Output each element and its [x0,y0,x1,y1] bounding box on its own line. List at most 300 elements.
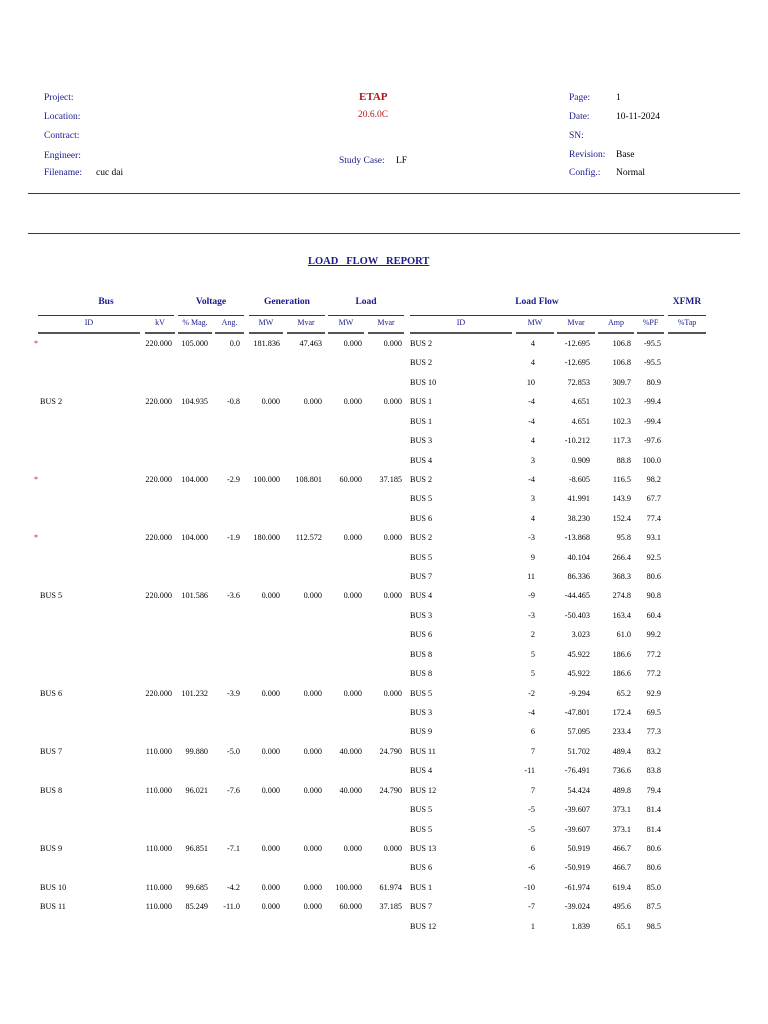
load-mw: 0.000 [343,533,362,542]
flow-pf: 81.4 [646,825,661,834]
voltage-ang: 0.0 [229,339,240,348]
group-generation: Generation [264,297,310,307]
flow-to-id: BUS 4 [410,591,433,600]
header-rule-top [28,193,740,194]
flow-to-id: BUS 8 [410,669,433,678]
bus-kv: 220.000 [145,533,172,542]
gen-mvar: 0.000 [303,591,322,600]
flow-mw: 4 [530,339,535,348]
voltage-ang: -4.2 [227,883,240,892]
flow-mw: -4 [528,475,535,484]
flow-mvar: 3.023 [571,630,590,639]
flow-amp: 368.3 [612,572,631,581]
flow-amp: 736.6 [612,766,631,775]
flow-mw: 7 [530,786,535,795]
flow-amp: 274.8 [612,591,631,600]
flow-mw: -4 [528,417,535,426]
flow-amp: 309.7 [612,378,631,387]
bus-id: BUS 2 [40,397,63,406]
load-mw: 100.000 [335,883,362,892]
flow-mvar: 45.922 [567,669,590,678]
flow-to-id: BUS 5 [410,553,433,562]
flow-mvar: -39.024 [564,902,590,911]
flow-mvar: 0.909 [571,456,590,465]
flow-pf: 85.0 [646,883,661,892]
config-label: Config.: [569,168,601,178]
bus-kv: 220.000 [145,339,172,348]
gen-mvar: 0.000 [303,786,322,795]
flow-amp: 117.3 [612,436,631,445]
flow-pf: 79.4 [646,786,661,795]
flow-pf: 90.8 [646,591,661,600]
location-label: Location: [44,112,81,122]
rule-col-load-mvar [368,332,404,334]
voltage-mag: 85.249 [185,902,208,911]
flow-mvar: 51.702 [567,747,590,756]
flow-to-id: BUS 11 [410,747,436,756]
flow-mvar: 54.424 [567,786,590,795]
rule-col-pf [637,332,664,334]
rule-col-amp [598,332,634,334]
flow-pf: 93.1 [646,533,661,542]
rule-col-lf-id [410,332,512,334]
load-mw: 40.000 [339,786,362,795]
flow-to-id: BUS 2 [410,475,433,484]
voltage-ang: -1.9 [227,533,240,542]
flow-amp: 102.3 [612,417,631,426]
col-load-mvar: Mvar [377,318,395,327]
flow-to-id: BUS 6 [410,514,433,523]
bus-id: BUS 5 [40,591,63,600]
flow-pf: 77.3 [646,727,661,736]
flow-pf: 77.4 [646,514,661,523]
flow-mvar: 1.839 [571,922,590,931]
flow-mw: -10 [524,883,535,892]
flow-to-id: BUS 1 [410,417,433,426]
col-mag: % Mag. [182,318,208,327]
flow-pf: -99.4 [643,397,661,406]
flow-mvar: -39.607 [564,805,590,814]
col-tap: %Tap [677,318,697,327]
page-label: Page: [569,93,591,103]
bus-marker: * [34,533,39,542]
flow-amp: 373.1 [612,805,631,814]
rule-voltage [178,315,244,316]
load-mw: 0.000 [343,339,362,348]
load-mw: 60.000 [339,475,362,484]
flow-mw: 3 [530,494,535,503]
flow-pf: 67.7 [646,494,661,503]
group-load: Load [355,297,377,307]
load-mw: 40.000 [339,747,362,756]
group-xfmr: XFMR [672,297,702,307]
flow-amp: 489.8 [612,786,631,795]
group-bus: Bus [98,297,114,307]
voltage-mag: 104.000 [181,533,208,542]
flow-to-id: BUS 12 [410,786,437,795]
flow-mw: 5 [530,650,535,659]
rule-col-lf-mvar [557,332,595,334]
bus-marker: * [34,475,39,484]
flow-to-id: BUS 13 [410,844,437,853]
flow-to-id: BUS 8 [410,650,433,659]
flow-amp: 495.6 [612,902,631,911]
flow-amp: 186.6 [612,669,631,678]
bus-kv: 110.000 [145,786,172,795]
rule-load-flow [410,315,664,316]
gen-mvar: 0.000 [303,844,322,853]
voltage-mag: 99.880 [185,747,208,756]
bus-kv: 110.000 [145,902,172,911]
flow-mvar: -12.695 [564,339,590,348]
load-mvar: 0.000 [383,339,402,348]
load-mvar: 0.000 [383,689,402,698]
flow-pf: 98.2 [646,475,661,484]
flow-mw: 4 [530,436,535,445]
flow-mvar: 50.919 [567,844,590,853]
load-mvar: 24.790 [379,747,402,756]
voltage-ang: -3.6 [227,591,240,600]
gen-mw: 0.000 [261,844,280,853]
flow-mw: 4 [530,358,535,367]
flow-to-id: BUS 12 [410,922,437,931]
gen-mvar: 47.463 [299,339,322,348]
contract-label: Contract: [44,131,80,141]
gen-mvar: 0.000 [303,689,322,698]
flow-mvar: 57.095 [567,727,590,736]
header-rule-bottom [28,233,740,234]
rule-xfmr [668,315,706,316]
gen-mw: 0.000 [261,786,280,795]
gen-mvar: 0.000 [303,902,322,911]
flow-to-id: BUS 7 [410,572,433,581]
flow-amp: 65.2 [616,689,631,698]
load-mw: 0.000 [343,397,362,406]
rule-col-lf-mw [516,332,554,334]
sn-label: SN: [569,131,584,141]
flow-mvar: -44.465 [564,591,590,600]
flow-pf: 60.4 [646,611,661,620]
flow-mw: 5 [530,669,535,678]
flow-amp: 95.8 [616,533,631,542]
bus-id: BUS 6 [40,689,63,698]
gen-mvar: 112.572 [295,533,322,542]
rule-generation [249,315,325,316]
bus-kv: 110.000 [145,844,172,853]
flow-mw: -5 [528,825,535,834]
voltage-ang: -0.8 [227,397,240,406]
flow-pf: 80.9 [646,378,661,387]
flow-mw: 1 [530,922,535,931]
flow-mvar: 4.651 [571,417,590,426]
flow-pf: 92.5 [646,553,661,562]
flow-mw: -3 [528,611,535,620]
flow-mw: -4 [528,708,535,717]
flow-amp: 233.4 [612,727,631,736]
gen-mvar: 0.000 [303,883,322,892]
flow-to-id: BUS 5 [410,689,433,698]
flow-mvar: -13.868 [564,533,590,542]
flow-mvar: -10.212 [564,436,590,445]
flow-pf: -99.4 [643,417,661,426]
flow-amp: 619.4 [612,883,631,892]
voltage-ang: -5.0 [227,747,240,756]
flow-mw: -4 [528,397,535,406]
voltage-ang: -7.1 [227,844,240,853]
rule-col-tap [668,332,706,334]
flow-mw: 10 [526,378,535,387]
flow-to-id: BUS 5 [410,494,433,503]
flow-mw: 4 [530,514,535,523]
flow-amp: 489.4 [612,747,631,756]
flow-mvar: -50.403 [564,611,590,620]
flow-mw: -6 [528,863,535,872]
flow-pf: 87.5 [646,902,661,911]
load-mw: 0.000 [343,844,362,853]
voltage-mag: 99.685 [185,883,208,892]
filename-label: Filename: [44,168,82,178]
flow-mvar: -8.605 [568,475,590,484]
bus-kv: 110.000 [145,747,172,756]
bus-id: BUS 11 [40,902,66,911]
flow-mvar: -61.974 [564,883,590,892]
app-name: ETAP [359,91,388,103]
voltage-ang: -2.9 [227,475,240,484]
load-mvar: 0.000 [383,397,402,406]
gen-mvar: 0.000 [303,747,322,756]
project-label: Project: [44,93,74,103]
voltage-mag: 104.000 [181,475,208,484]
flow-mw: -3 [528,533,535,542]
flow-mvar: 4.651 [571,397,590,406]
flow-to-id: BUS 9 [410,727,433,736]
flow-to-id: BUS 3 [410,611,433,620]
page-value: 1 [616,93,621,103]
flow-mvar: -9.294 [568,689,590,698]
flow-mw: -2 [528,689,535,698]
group-load-flow: Load Flow [515,297,559,307]
load-mvar: 24.790 [379,786,402,795]
flow-amp: 373.1 [612,825,631,834]
load-mw: 60.000 [339,902,362,911]
flow-mvar: -50.919 [564,863,590,872]
flow-mw: 11 [527,572,535,581]
flow-to-id: BUS 3 [410,708,433,717]
flow-to-id: BUS 10 [410,378,437,387]
flow-to-id: BUS 4 [410,766,433,775]
flow-mw: 6 [530,727,535,736]
bus-id: BUS 8 [40,786,63,795]
flow-to-id: BUS 7 [410,902,433,911]
flow-amp: 466.7 [612,863,631,872]
gen-mvar: 0.000 [303,397,322,406]
flow-amp: 172.4 [612,708,631,717]
voltage-mag: 101.232 [181,689,208,698]
flow-pf: 80.6 [646,572,661,581]
bus-marker: * [34,339,39,348]
flow-mvar: 86.336 [567,572,590,581]
col-amp: Amp [608,318,624,327]
col-lf-mw: MW [527,318,543,327]
flow-mvar: 72.853 [567,378,590,387]
flow-mw: -9 [528,591,535,600]
flow-amp: 106.8 [612,358,631,367]
bus-kv: 220.000 [145,397,172,406]
voltage-ang: -7.6 [227,786,240,795]
flow-mw: 9 [530,553,535,562]
flow-pf: 69.5 [646,708,661,717]
flow-mvar: 40.104 [567,553,590,562]
gen-mw: 0.000 [261,397,280,406]
flow-to-id: BUS 5 [410,825,433,834]
flow-mvar: -39.607 [564,825,590,834]
rule-col-mag [178,332,212,334]
app-version: 20.6.0C [358,110,389,120]
flow-to-id: BUS 6 [410,863,433,872]
col-pf: %PF [642,318,659,327]
flow-pf: -95.5 [643,339,661,348]
date-value: 10-11-2024 [616,112,660,122]
col-id: ID [84,318,94,327]
flow-pf: 92.9 [646,689,661,698]
col-lf-id: ID [456,318,466,327]
rule-col-gen-mvar [287,332,325,334]
flow-pf: 80.6 [646,863,661,872]
rule-col-kv [145,332,175,334]
flow-pf: 80.6 [646,844,661,853]
load-mvar: 37.185 [379,475,402,484]
gen-mw: 0.000 [261,591,280,600]
flow-amp: 61.0 [616,630,631,639]
flow-amp: 152.4 [612,514,631,523]
flow-mw: -11 [524,766,535,775]
load-mvar: 0.000 [383,844,402,853]
flow-mw: 2 [530,630,535,639]
col-ang: Ang. [221,318,238,327]
flow-pf: 77.2 [646,669,661,678]
flow-to-id: BUS 5 [410,805,433,814]
group-voltage: Voltage [195,297,227,307]
gen-mw: 0.000 [261,747,280,756]
flow-amp: 163.4 [612,611,631,620]
flow-mw: 7 [530,747,535,756]
voltage-mag: 104.935 [181,397,208,406]
load-mvar: 0.000 [383,533,402,542]
flow-to-id: BUS 2 [410,358,433,367]
flow-pf: 99.2 [646,630,661,639]
col-load-mw: MW [338,318,354,327]
engineer-label: Engineer: [44,151,81,161]
flow-mvar: -76.491 [564,766,590,775]
flow-pf: 98.5 [646,922,661,931]
revision-label: Revision: [569,150,606,160]
flow-mvar: -12.695 [564,358,590,367]
col-lf-mvar: Mvar [567,318,585,327]
voltage-ang: -3.9 [227,689,240,698]
voltage-mag: 105.000 [181,339,208,348]
voltage-mag: 96.021 [185,786,208,795]
flow-amp: 143.9 [612,494,631,503]
flow-mvar: 38.230 [567,514,590,523]
bus-kv: 110.000 [145,883,172,892]
load-mvar: 61.974 [379,883,402,892]
voltage-ang: -11.0 [223,902,240,911]
voltage-mag: 96.851 [185,844,208,853]
flow-amp: 102.3 [612,397,631,406]
load-mw: 0.000 [343,689,362,698]
flow-mw: 6 [530,844,535,853]
study-case-label: Study Case: [339,156,385,166]
flow-mvar: 41.991 [567,494,590,503]
flow-pf: 83.2 [646,747,661,756]
gen-mw: 0.000 [261,689,280,698]
flow-pf: 83.8 [646,766,661,775]
flow-amp: 266.4 [612,553,631,562]
bus-id: BUS 10 [40,883,67,892]
gen-mw: 181.836 [253,339,280,348]
voltage-mag: 101.586 [181,591,208,600]
study-case-value: LF [396,156,408,166]
bus-kv: 220.000 [145,591,172,600]
flow-pf: 81.4 [646,805,661,814]
flow-to-id: BUS 6 [410,630,433,639]
flow-pf: 100.0 [642,456,661,465]
flow-to-id: BUS 1 [410,883,433,892]
flow-pf: -97.6 [643,436,661,445]
rule-col-load-mw [328,332,364,334]
flow-pf: 77.2 [646,650,661,659]
flow-mvar: -47.801 [564,708,590,717]
col-gen-mw: MW [258,318,274,327]
flow-to-id: BUS 4 [410,456,433,465]
flow-mw: -5 [528,805,535,814]
bus-kv: 220.000 [145,475,172,484]
flow-to-id: BUS 2 [410,339,433,348]
flow-amp: 186.6 [612,650,631,659]
rule-bus [38,315,174,316]
flow-to-id: BUS 3 [410,436,433,445]
filename-value: cuc dai [96,168,124,178]
flow-to-id: BUS 2 [410,533,433,542]
config-value: Normal [616,168,646,178]
load-mvar: 0.000 [383,591,402,600]
col-kv: kV [155,318,165,327]
flow-amp: 466.7 [612,844,631,853]
bus-kv: 220.000 [145,689,172,698]
flow-mw: -7 [528,902,535,911]
gen-mw: 100.000 [253,475,280,484]
date-label: Date: [569,112,590,122]
col-gen-mvar: Mvar [297,318,315,327]
flow-amp: 116.5 [612,475,631,484]
load-mw: 0.000 [343,591,362,600]
bus-id: BUS 7 [40,747,63,756]
revision-value: Base [616,150,635,160]
flow-amp: 88.8 [616,456,631,465]
rule-col-id [38,332,140,334]
flow-mw: 3 [530,456,535,465]
bus-id: BUS 9 [40,844,63,853]
gen-mw: 0.000 [261,883,280,892]
gen-mvar: 108.801 [295,475,322,484]
rule-col-gen-mw [249,332,283,334]
flow-amp: 65.1 [616,922,631,931]
flow-amp: 106.8 [612,339,631,348]
flow-mvar: 45.922 [567,650,590,659]
load-mvar: 37.185 [379,902,402,911]
rule-load [328,315,404,316]
gen-mw: 0.000 [261,902,280,911]
